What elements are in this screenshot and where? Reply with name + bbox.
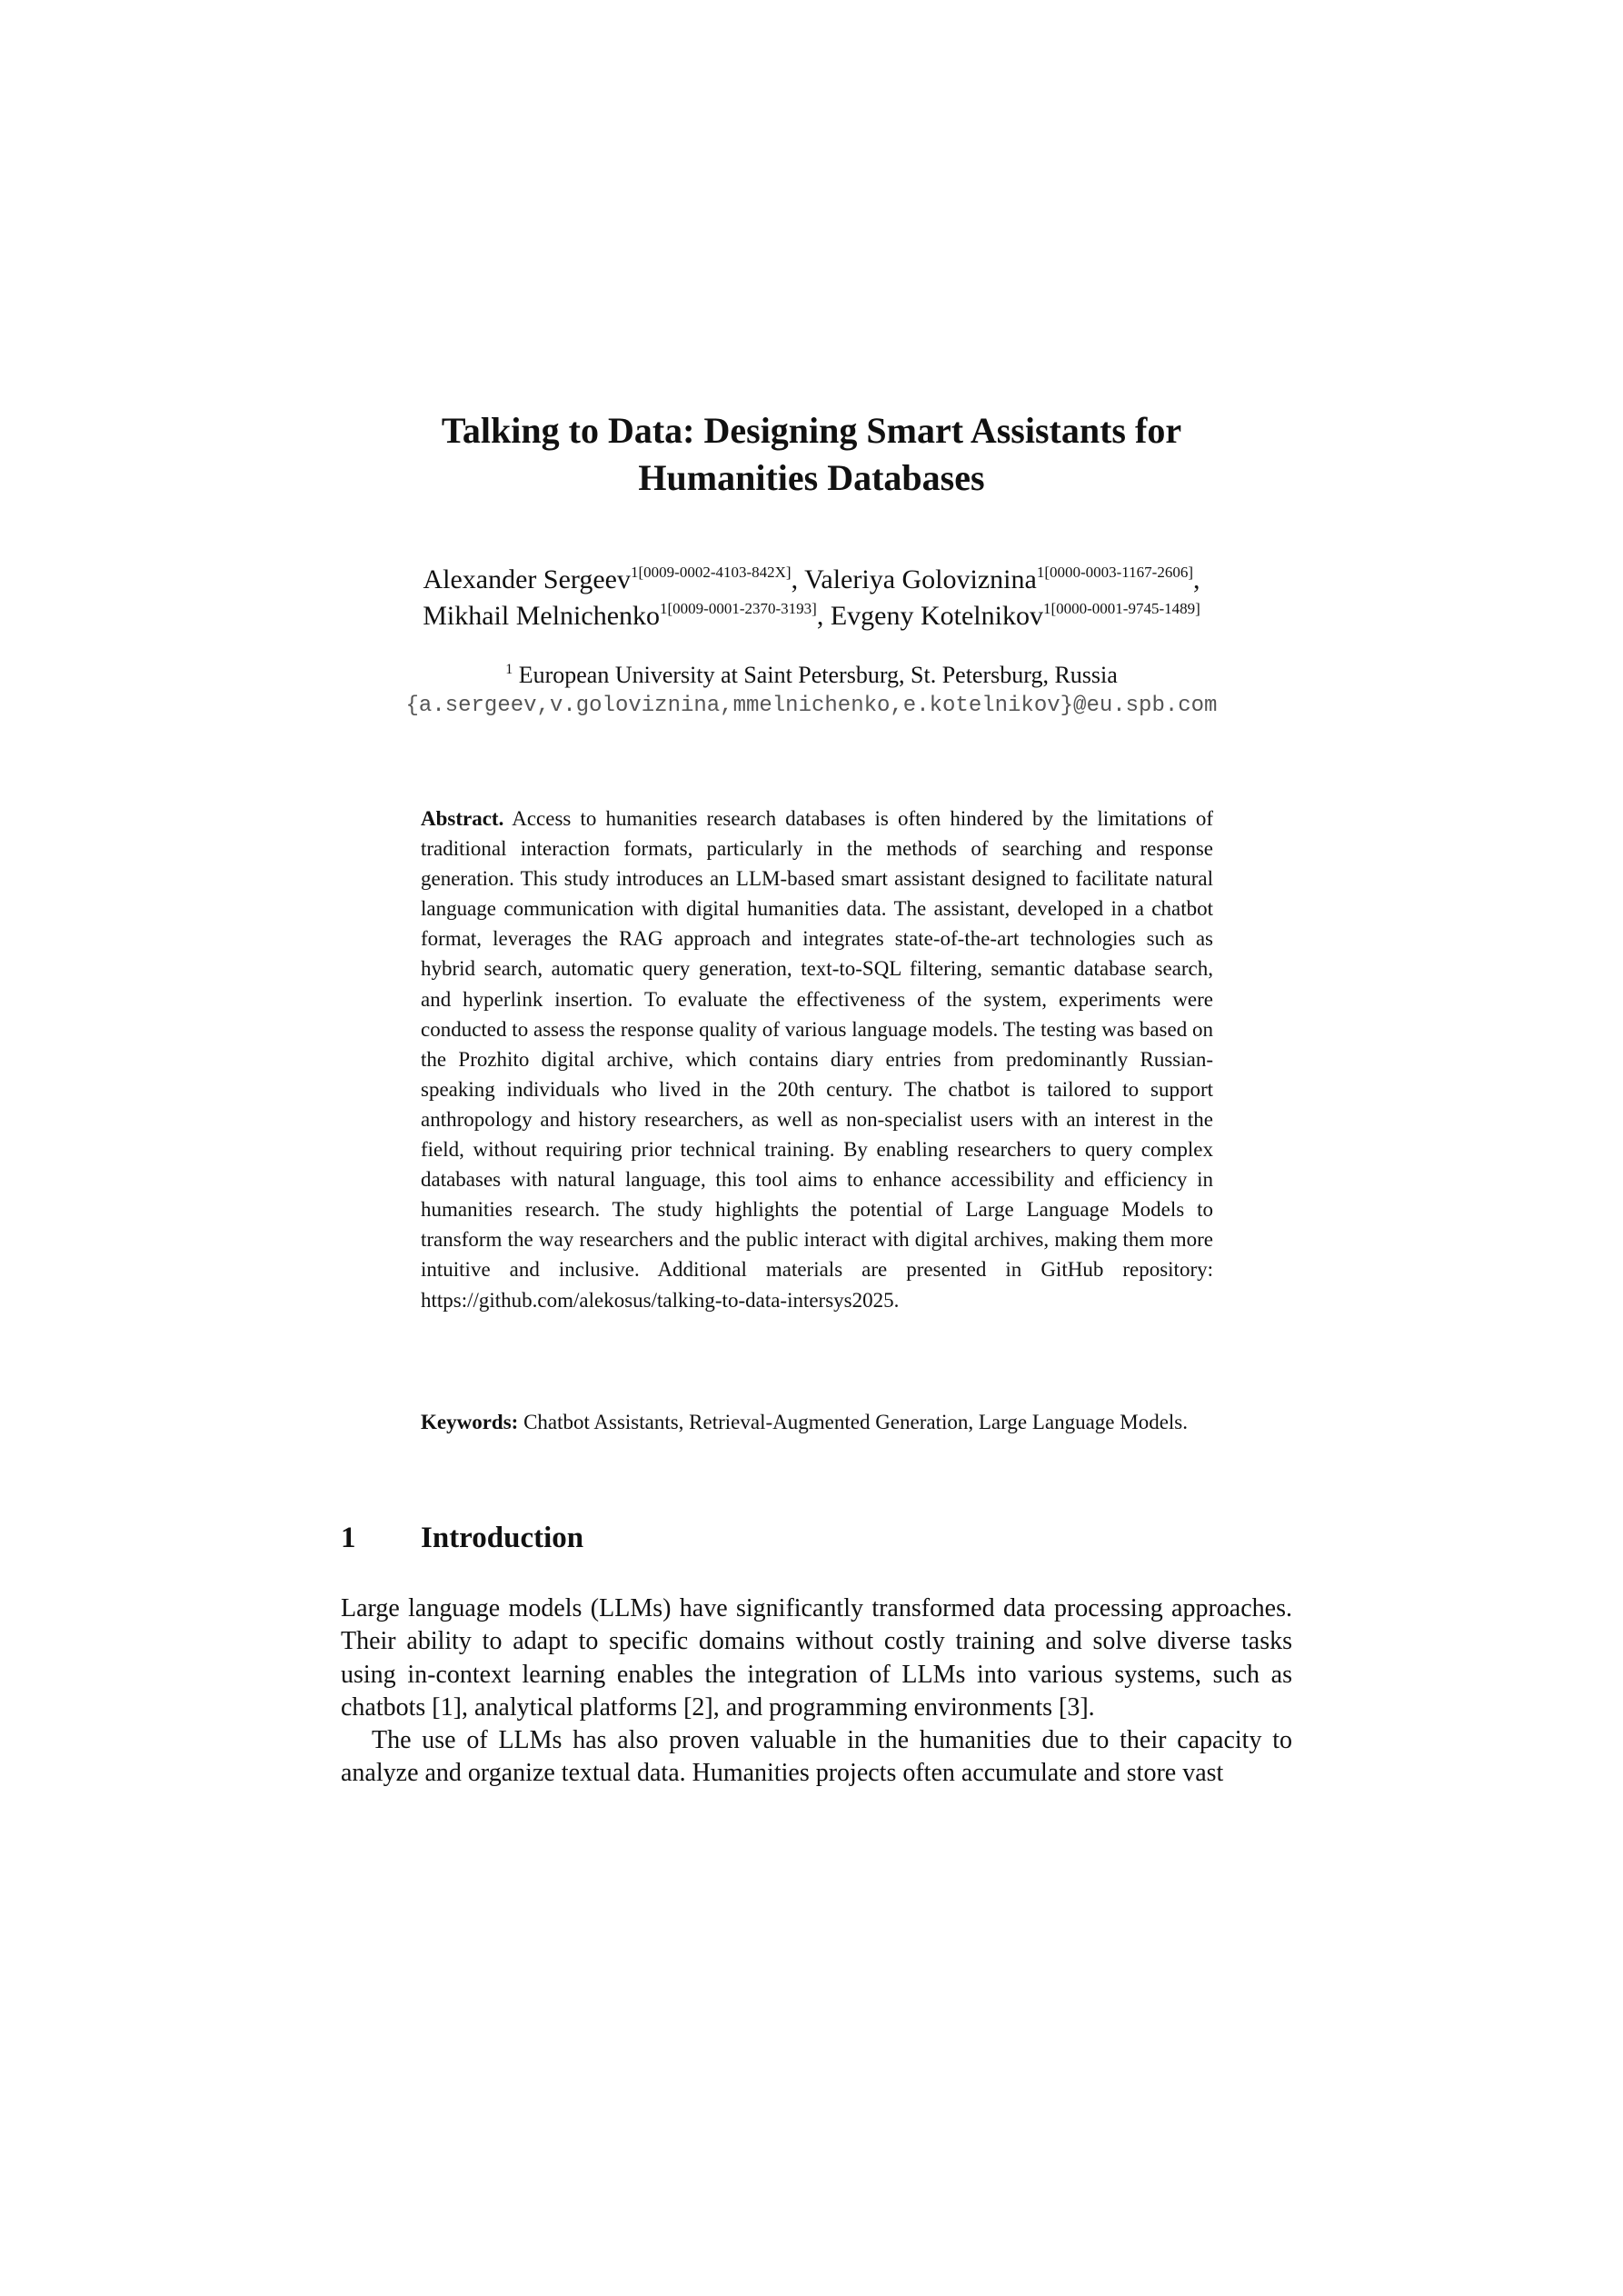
paragraph: Large language models (LLMs) have significantly transformed data processing approaches. Their ability to adapt to specific domains without costly training and solve diverse tasks using in-context learning enables the integration of LLMs into various systems, such as chatbots [1], analytical platforms [2], and programming environments [3]. [341,1594,1292,1722]
author-orcid: 1[0000-0003-1167-2606] [1036,564,1193,581]
abstract-label: Abstract. [421,807,504,830]
keywords-label: Keywords: [421,1411,519,1433]
keywords-text: Chatbot Assistants, Retrieval-Augmented Generation, Large Language Models. [523,1411,1189,1433]
affiliation-marker: 1 [505,662,513,677]
affiliation [0,660,1623,691]
section-title: Introduction [421,1522,584,1554]
paper-title [0,407,1623,502]
author-name: Valeriya Goloviznina [804,564,1037,594]
author-name: Mikhail Melnichenko [423,601,661,631]
abstract [421,804,1213,1315]
keywords [421,1407,1213,1437]
body-text [341,1592,1292,1791]
author-name: Alexander Sergeev [423,564,631,594]
abstract-text: Access to humanities research databases is often hindered by the limitations of traditional interaction formats, particularly in the methods of searching and response generation. This study introduces an LLM-based smart assistant designed to facilitate natural language communication with digital humanities data. The assistant, developed in a chatbot format, leverages the RAG approach and integrates state-of-the-art technologies such as hybrid search, automatic query generation, text-to-SQL filtering, semantic database search, and hyperlink insertion. To evaluate the effectiveness of the system, experiments were conducted to assess the response quality of various language models. The testing was based on the Prozhito digital archive, which contains diary entries from predominantly Russian-speaking individuals who lived in the 20th century. The chatbot is tailored to support anthropology and history researchers, as well as non-specialist users with an interest in the field, without requiring prior technical training. By enabling researchers to query complex databases with natural language, this tool aims to enhance accessibility and efficiency in humanities research. The study highlights the potential of Large Language Models to transform the way researchers and the public interact with digital archives, making them more intuitive and inclusive. Additional materials are presented in GitHub repository: https://github.com/alekosus/talking-to-data-intersys2025. [421,807,1213,1312]
author-orcid: 1[0009-0001-2370-3193] [660,600,817,617]
section-number: 1 [341,1522,356,1554]
author-orcid: 1[0009-0002-4103-842X] [631,564,792,581]
paper-title-line-1: Talking to Data: Designing Smart Assistants for [441,410,1182,451]
author-line-2: Mikhail Melnichenko$^{1[0009-0001-2370-3193]}$, Evgeny Kotelnikov$^{1[0000-0001-9745-1489]}$ [423,600,1200,631]
paper-title-line-2: Humanities Databases [638,457,985,498]
author-orcid: 1[0000-0001-9745-1489] [1042,600,1200,617]
author-list [0,562,1623,634]
affiliation-text: European University at Saint Petersburg, St. Petersburg, Russia [518,662,1118,688]
paragraph: The use of LLMs has also proven valuable in the humanities due to their capacity to analyze and organize textual data. Humanities projects often accumulate and store vast [341,1726,1292,1788]
author-name: Evgeny Kotelnikov [830,601,1043,631]
author-line-1: Alexander Sergeev$^{1[0009-0002-4103-842X]}$, Valeriya Goloviznina$^{1[0000-0003-1167-2606]}$, [423,564,1200,594]
author-emails: {a.sergeev,v.goloviznina,mmelnichenko,e.kotelnikov}@eu.spb.com [405,694,1218,718]
section-heading [341,1520,583,1556]
